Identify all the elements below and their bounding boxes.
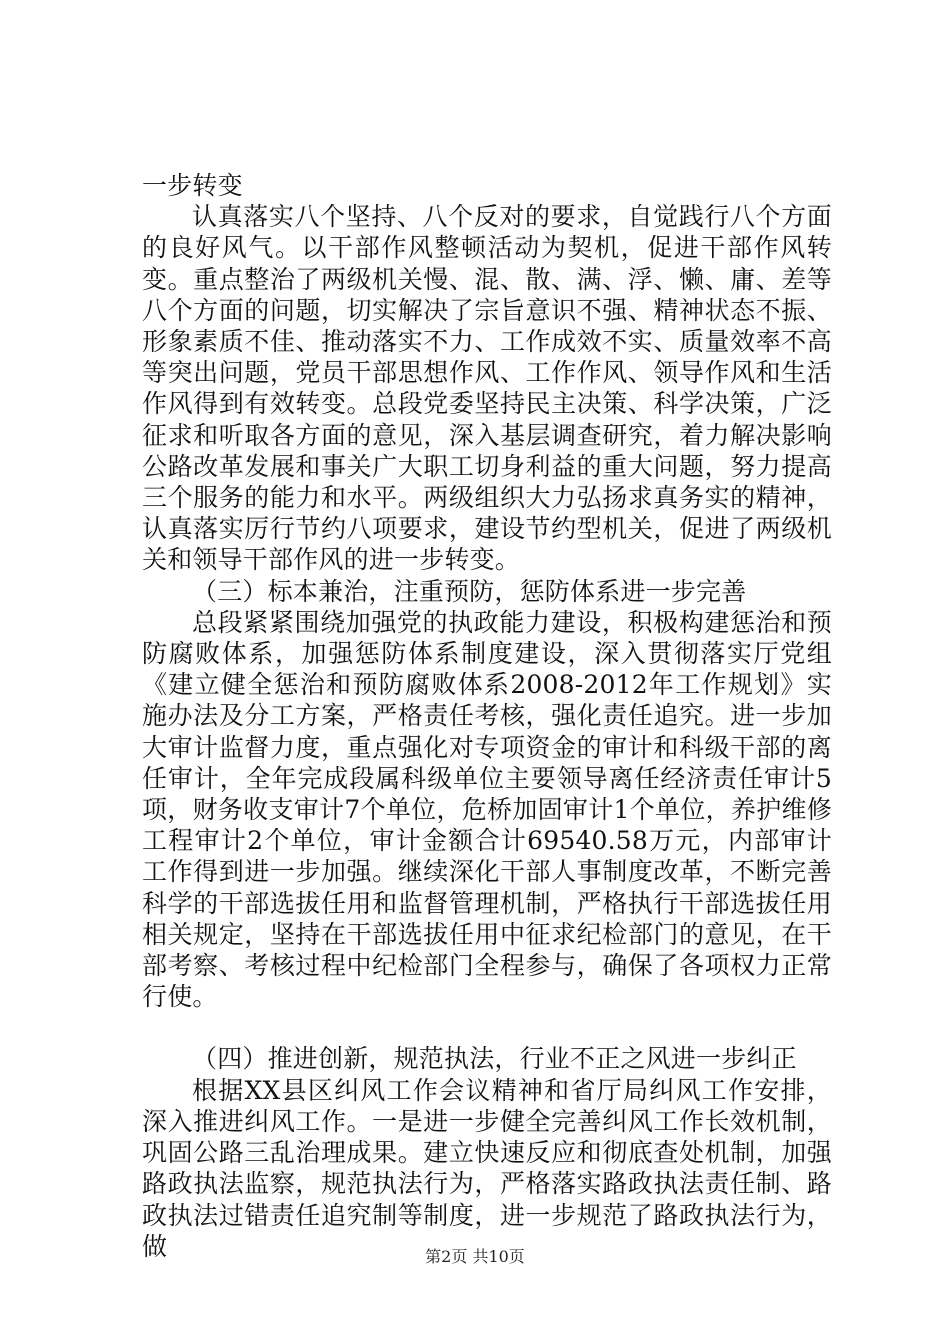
page-number-footer: 第2页 共10页 — [425, 1247, 525, 1266]
section-heading-4: （四）推进创新，规范执法，行业不正之风进一步纠正 — [192, 1044, 797, 1074]
document-body — [142, 170, 832, 1262]
paragraph-rectification: 根据XX县区纠风工作会议精神和省厅局纠风工作安排，深入推进纠风工作。一是进一步健全完善纠风工作长效机制，巩固公路三乱治理成果。建立快速反应和彻底查处机制，加强路政执法监察，规范执法行为，严格落实路政执法责任制、路政执法过错责任追究制等制度，进一步规范了路政执法行为，做 — [142, 1075, 832, 1261]
paragraph-spacer — [142, 1012, 832, 1043]
paragraph-work-style: 认真落实八个坚持、八个反对的要求，自觉践行八个方面的良好风气。以干部作风整顿活动为契机，促进干部作风转变。重点整治了两级机关慢、混、散、满、浮、懒、庸、差等八个方面的问题，切实解决了宗旨意识不强、精神状态不振、形象素质不佳、推动落实不力、工作成效不实、质量效率不高等突出问题，党员干部思想作风、工作作风、领导作风和生活作风得到有效转变。总段党委坚持民主决策、科学决策，广泛征求和听取各方面的意见，深入基层调查研究，着力解决影响公路改革发展和事关广大职工切身利益的重大问题，努力提高三个服务的能力和水平。两级组织大力弘扬求真务实的精神，认真落实厉行节约八项要求，建设节约型机关，促进了两级机关和领导干部作风的进一步转变。 — [142, 202, 832, 575]
paragraph-continuation: 一步转变 — [142, 171, 243, 200]
paragraph-anti-corruption: 总段紧紧围绕加强党的执政能力建设，积极构建惩治和预防腐败体系，加强惩防体系制度建设，深入贯彻落实厅党组《建立健全惩治和预防腐败体系2008-2012年工作规划》实施办法及分工方案，严格责任考核，强化责任追究。进一步加大审计监督力度，重点强化对专项资金的审计和科级干部的离任审计，全年完成段属科级单位主要领导离任经济责任审计5项，财务收支审计7个单位，危桥加固审计1个单位，养护维修工程审计2个单位，审计金额合计69540.58万元，内部审计工作得到进一步加强。继续深化干部人事制度改革，不断完善科学的干部选拔任用和监督管理机制，严格执行干部选拔任用相关规定，坚持在干部选拔任用中征求纪检部门的意见，在干部考察、考核过程中纪检部门全程参与，确保了各项权力正常行使。 — [142, 607, 832, 1012]
section-heading-3: （三）标本兼治，注重预防，惩防体系进一步完善 — [192, 576, 747, 606]
